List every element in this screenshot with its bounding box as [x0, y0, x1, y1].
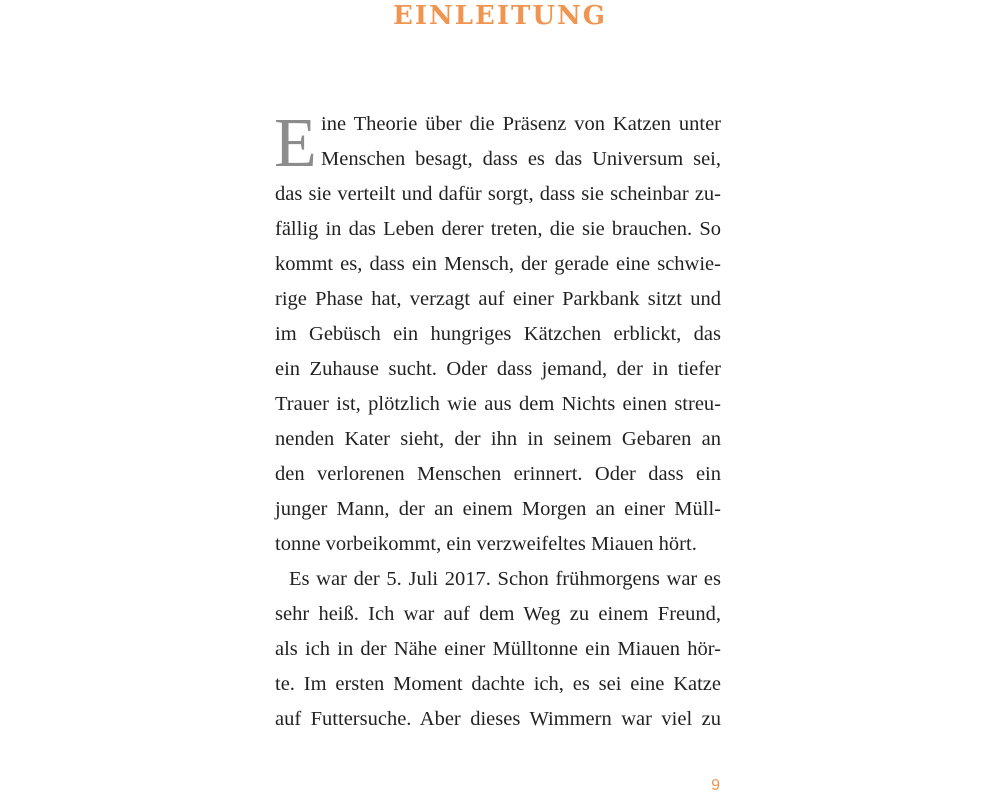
text-line: sehr heiß. Ich war auf dem Weg zu einem Freund,	[275, 603, 721, 625]
paragraph-2	[275, 562, 721, 737]
text-line: tonne vorbeikommt, ein verzweifeltes Miauen hört.	[275, 533, 697, 555]
text-line: junger Mann, der an einem Morgen an einer Müll-	[275, 498, 721, 520]
text-line: ine Theorie über die Präsenz von Katzen unter	[321, 113, 721, 135]
chapter-title: EINLEITUNG	[393, 1, 607, 31]
text-line: te. Im ersten Moment dachte ich, es sei eine Katze	[275, 673, 721, 695]
text-line: kommt es, dass ein Mensch, der gerade eine schwie-	[275, 253, 721, 275]
page-number: 9	[711, 777, 720, 794]
text-line: fällig in das Leben derer treten, die sie brauchen. So	[275, 218, 721, 240]
text-line: nenden Kater sieht, der ihn in seinem Gebaren an	[275, 428, 721, 450]
text-line: Trauer ist, plötzlich wie aus dem Nichts einen streu-	[275, 393, 721, 415]
text-line: ein Zuhause sucht. Oder dass jemand, der in tiefer	[275, 358, 721, 380]
drop-cap: E	[274, 105, 317, 182]
text-line: Es war der 5. Juli 2017. Schon frühmorgens war es	[289, 568, 721, 590]
text-line: rige Phase hat, verzagt auf einer Parkbank sitzt und	[275, 288, 721, 310]
text-line: den verlorenen Menschen erinnert. Oder dass ein	[275, 463, 721, 485]
text-line: auf Futtersuche. Aber dieses Wimmern war viel zu	[275, 708, 721, 730]
text-line: als ich in der Nähe einer Mülltonne ein Miauen hör-	[275, 638, 721, 660]
text-line: Menschen besagt, dass es das Universum sei,	[321, 148, 721, 170]
text-line: im Gebüsch ein hungriges Kätzchen erblickt, das	[275, 323, 721, 345]
text-line: das sie verteilt und dafür sorgt, dass sie scheinbar zu-	[275, 183, 721, 205]
paragraph-1	[275, 107, 721, 562]
